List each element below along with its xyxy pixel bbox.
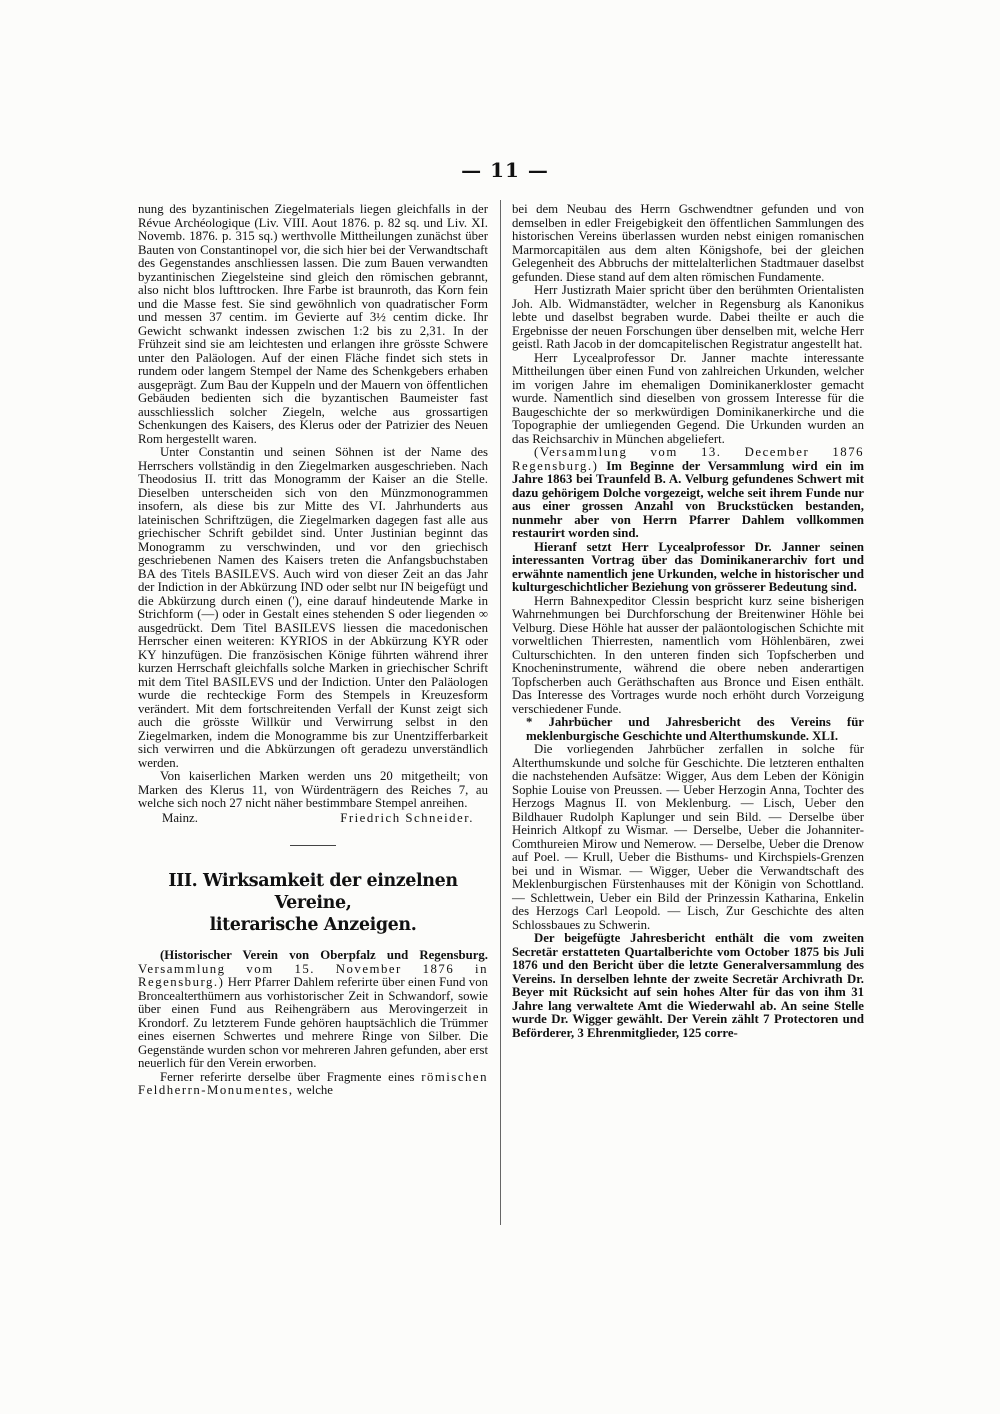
review-heading	[512, 716, 864, 743]
report-1-body: Herr Pfarrer Dahlem referirte über einen Fund von Broncealterthümern aus vorhistorischer Zeit in Schwandorf, sowie über einen Fund aus Reihengräbern aus Merovingerzeit in Krondorf. Zu letzterem Funde gehören hauptsächlich die Trümmer eines eisernen Schwertes und mehrere Ringe von Silber. Die Gegenstände wurden schon vor mehreren Jahren gefunden, aber erst neuerlich für den Verein erworben.	[138, 975, 488, 1070]
right-paragraph-4	[512, 446, 864, 541]
left-paragraph-2: Unter Constantin und seinen Söhnen ist der Name des Herrschers vollständig in den Ziegelmarken ausgeschrieben. Nach Theodosius II. tritt das Monogramm der Kaiser an die Stelle. Dieselben unterscheiden sich von den Münzmonogrammen insofern, als diese bis zur Mitte des VI. Jahrhunderts aus lateinischen Schriftzügen, die Ziegelmarken dagegen fast alle aus griechischer Schrift gebildet sind. Unter Justinian beginnt das Monogramm zu verschwinden, und vor den griechisch geschriebenen Namen des Kaisers treten die Anfangsbuchstaben BA des Titels BASILEVS. Auch wird von dieser Zeit an das Jahr der Indiction in der Abkürzung IND oder selbt nur IN beigefügt und die Abkürzung durch einen ('), eine darauf hindeutende Marke in Strichform (—) oder in Gestalt eines stehenden S oder liegenden ∞ ausgedrückt. Dem Titel BASILEVS liessen die macedonischen Herrscher einen weiteren: KYRIOS in der Abkürzung KYR oder KY hinzufügen. Die französischen Könige führten während ihrer kurzen Herrschaft gleichfalls solche Marken in griechischer Schrift mit dem Titel BASILEVS und der Indiction. Unter den Paläologen wurde die rechteckige Form des Stempels in Kreuzesform verändert. Mit dem fortschreitenden Verfall der Kunst zeigt sich auch die grösste Willkür und Verwirrung selbst in den Ziegelmarken, indem die Monogramme bis zur Unentzifferbarkeit sich verwirren und die Abkürzungen oft geradezu unverständlich werden.	[138, 445, 488, 770]
right-paragraph-7: Die vorliegenden Jahrbücher zerfallen in solche für Alterthumskunde und solche für Geschichte. Die letzteren enthalten die nachstehenden Aufsätze: Wigger, Aus dem Leben der Königin Sophie Louise von Preussen. — Ueber Herzogin Anna, Tochter des Herzogs Magnus II. von Meklenburg. — Lisch, Ueber den Bildhauer Rudolph Kaplunger und sein Bild. — Derselbe über Heinrich Altkopf zu Wismar. — Derselbe, Ueber die Johanniter-Comthureien Mirow und Nemerow. — Derselbe, Ueber die Drenow auf Poel. — Krull, Ueber die Bisthums- und Kirchspiels-Grenzen bei und in Wismar. — Wigger, Ueber die Verwandtschaft des Meklenburgischen Fürstenhauses mit der Königin von Schottland. — Schlettwein, Ueber ein Bild der Prinzessin Katharina, Enkelin des Herzogs Carl Leopold. — Lisch, Zur Geschichte des alten Schlossbaues zu Schwerin.	[512, 742, 864, 932]
report-1	[138, 949, 488, 1071]
right-paragraph-5: Hieranf setzt Herr Lycealprofessor Dr. Janner seinen interessanten Vortrag über das Dominikanerarchiv fort und erwähnte namentlich jene Urkunden, welche in historischer und kulturgeschichtlicher Beziehung von grösserer Bedeutung sind.	[512, 539, 864, 594]
report-1-meeting: Versammlung vom 15. November 1876 in Regensburg.)	[138, 961, 488, 989]
right-column	[512, 203, 864, 1040]
section-title-line-1: III. Wirksamkeit der einzelnen Vereine,	[168, 871, 458, 913]
right-paragraph-4-body: Im Beginne der Versammlung wird ein im Jahre 1863 bei Traunfeld B. A. Velburg gefundenes Schwert mit dazu gehörigem Dolche vorgezeigt, welche seit ihrem Funde nur aus einer grossen Anzahl von Bruckstücken bestanden, nunmehr aber von Herrn Pfarrer Dahlem vollkommen restaurirt worden sind.	[512, 458, 864, 540]
section-title	[138, 870, 488, 936]
signature-line	[138, 812, 488, 826]
report-1-society: (Historischer Verein von Oberpfalz und Regensburg.	[160, 948, 488, 962]
right-paragraph-6: Herrn Bahnexpeditor Clessin bespricht kurz seine bisherigen Wahrnehmungen bei Durchforschung der Breitenwiner Höhle bei Velburg. Diese Höhle hat ausser der paläontologischen Schichte mit vorweltlichen Thierresten, namentlich vom Höhlenbären, zwei Culturschichten. In den unteren finden sich Topfscherben und Knocheninstrumente, während die obere neben anderartigen Topfscherben auch Geräthschaften aus Bronce und Eisen enthält. Das Interesse des Vortrages wurde noch erhöht durch Vorzeigung verschiedener Funde.	[512, 593, 864, 716]
right-paragraph-8: Der beigefügte Jahresbericht enthält die vom zweiten Secretär erstatteten Quartalberichte vom October 1875 bis Juli 1876 und den Bericht über die letzte Generalversammlung des Vereins. In derselben lehnte der zweite Secretär Archivrath Dr. Beyer mit Rücksicht auf sein hohes Alter für das von ihm 31 Jahre lang verwaltete Amt die Wiederwahl ab. An seine Stelle wurde Dr. Wigger gewählt. Der Verein zählt 7 Protectoren und Beförderer, 3 Ehrenmitglieder, 125 corre-	[512, 931, 864, 1040]
review-star: *	[526, 715, 533, 729]
section-title-line-2: literarische Anzeigen.	[209, 915, 417, 935]
signature-city: Mainz.	[162, 810, 198, 825]
left-paragraph-3: Von kaiserlichen Marken werden uns 20 mitgetheilt; von Marken des Klerus 11, von Würdenträgern des Reiches 7, au welche sich noch 27 nicht näher bestimmbare Stempel anreihen.	[138, 769, 488, 810]
page-number: — 11 —	[461, 158, 549, 182]
report-2-spaced: römischen Feldherrn-Monumentes,	[138, 1069, 488, 1097]
meeting-2-heading: (Versammlung vom 13. December 1876 Regensburg.)	[512, 445, 864, 473]
right-paragraph-1: bei dem Neubau des Herrn Gschwendtner gefunden und von demselben in edler Freigebigkeit den öffentlichen Sammlungen des historischen Vereins überlassen wurden nebst einigen romanischen Marmorcapitälen aus dem alten Königshofe, bei der gleichen Gelegenheit des Abbruchs der mittelalterlichen Stadtmauer daselbst gefunden. Diese stand auf dem alten römischen Fundamente.	[512, 202, 864, 284]
section-divider	[290, 845, 336, 846]
report-2	[138, 1071, 488, 1098]
left-paragraph-1: nung des byzantinischen Ziegelmaterials liegen gleichfalls in der Révue Archéologique (Liv. VIII. Aout 1876. p. 82 sq. und Liv. XI. Novemb. 1876. p. 315 sq.) werthvolle Mittheilungen zunächst über Bauten von Constantinopel vor, die sich hier bei der Verwandtschaft des Gegenstandes anschliessen lassen. Die zum Bauen verwandten byzantinischen Ziegelsteine sind gleich den römischen gebrannt, also nicht blos lufttrocken. Ihre Farbe ist braunroth, das Korn fein und die Masse fest. Sie sind gewöhnlich von quadratischer Form und messen 37 centim. im Gevierte auf 3½ centim dicke. Ihr Gewicht schwankt indessen zwischen 1:2 bis zu 2,31. In der Frühzeit sind sie am leichtesten und erlangen ihre grösste Schwere unter den Paläologen. Auf der einen Fläche findet sich stets in rundem oder langem Stempel der Name des Schenkgebers erhaben ausgeprägt. Zum Bau der Kuppeln und der Mauern von öffentlichen Gebäuden bedienten sich die byzantischen Baumeister fast ausschliesslich solcher Ziegeln, welche aus grossartigen Schenkungen des Kaisers, des Klerus oder der Patrizier des Neuen Rom hergestellt waren.	[138, 202, 488, 446]
review-title: Jahrbücher und Jahresbericht des Vereins für meklenburgische Geschichte und Alterthumskunde. XLI.	[526, 715, 864, 743]
report-2-start: Ferner referirte derselbe über Fragmente eines	[160, 1069, 415, 1084]
right-paragraph-2: Herr Justizrath Maier spricht über den berühmten Orientalisten Joh. Alb. Widmanstädter, welcher in Regensburg als Kanonikus lebte und daselbst begraben wurde. Dabei theilte er auch die Ergebnisse der neuen Forschungen über denselben mit, welche Herr geistl. Rath Jacob in der domcapitelischen Registratur angestellt hat.	[512, 283, 864, 351]
signature-author: Friedrich Schneider.	[340, 810, 474, 825]
column-divider-line	[500, 200, 501, 1225]
report-2-end: welche	[296, 1083, 333, 1097]
right-paragraph-3: Herr Lycealprofessor Dr. Janner machte interessante Mittheilungen über einen Fund von zahlreichen Urkunden, welcher im vorigen Jahre im ehemaligen Dominikanerkloster gemacht wurde. Namentlich sind dieselben von grossem Interesse für die Baugeschichte der so merkwürdigen Dominikanerkirche und die Topographie der umliegenden Gegend. Die Urkunden wurden an das Reichsarchiv in München abgeliefert.	[512, 350, 864, 446]
left-column	[138, 203, 488, 1098]
